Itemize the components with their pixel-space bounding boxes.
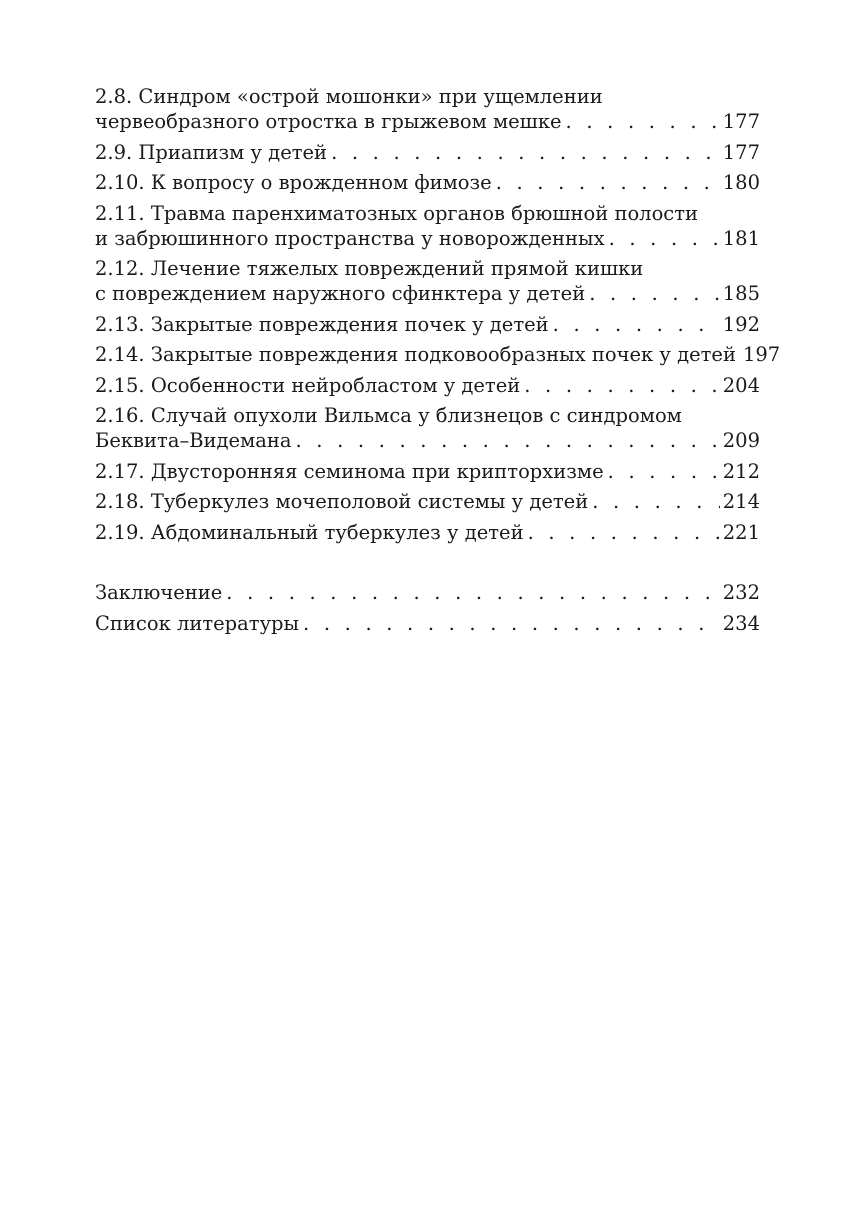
toc-entry-2-13: [95, 312, 760, 337]
page-number: 177: [722, 110, 760, 133]
toc-entry-line: [95, 226, 760, 251]
dot-leader: [553, 312, 720, 337]
toc-entry-title: и забрюшинного пространства у новорожденных: [95, 226, 605, 250]
toc-entry-2-16: [95, 403, 760, 453]
toc-entry-line: [95, 109, 760, 134]
toc-entry-title-line: 2.12. Лечение тяжелых повреждений прямой кишки: [95, 257, 644, 280]
toc-entry-title: 2.10. К вопросу о врожденном фимозе: [95, 171, 492, 194]
toc-entry-2-10: [95, 170, 760, 195]
dot-leader: [296, 428, 720, 453]
toc-entry-conclusion: [95, 580, 760, 605]
toc-entry-2-15: [95, 373, 760, 398]
toc-entry-title: 2.9. Приапизм у детей: [95, 140, 328, 164]
toc-entry-line: [95, 342, 781, 367]
page-number: 214: [722, 490, 760, 513]
dot-leader: [226, 580, 719, 605]
toc-entry-2-8: [95, 84, 760, 134]
toc-entry-line: [95, 170, 760, 195]
page-number: 192: [722, 312, 760, 336]
page-number: 197: [742, 343, 781, 366]
toc-entry-2-14: [95, 342, 781, 367]
table-of-contents: [95, 84, 781, 641]
toc-entry-title: 2.13. Закрытые повреждения почек у детей: [95, 312, 549, 336]
dot-leader: [608, 459, 720, 484]
page-number: 204: [722, 373, 760, 397]
toc-entry-2-19: [95, 520, 760, 545]
dot-leader: [331, 140, 720, 165]
page-number: 180: [722, 171, 760, 194]
dot-leader: [528, 520, 720, 545]
toc-entry-title: червеобразного отростка в грыжевом мешке: [95, 110, 562, 133]
toc-entry-line: [95, 312, 760, 337]
page-number: 221: [722, 520, 760, 544]
toc-entry-line: [95, 459, 760, 484]
dot-leader: [524, 373, 720, 398]
dot-leader: [589, 281, 720, 306]
toc-entry-line: [95, 580, 760, 605]
toc-entry-title: с повреждением наружного сфинктера у детей: [95, 282, 586, 305]
page-number: 209: [722, 429, 760, 452]
toc-entry-title: Список литературы: [95, 611, 300, 635]
dot-leader: [609, 226, 720, 251]
dot-leader: [303, 611, 720, 636]
page-number: 232: [722, 581, 760, 604]
toc-entry-title: 2.17. Двусторонняя семинома при крипторхизме: [95, 459, 604, 483]
toc-entry-line: [95, 611, 760, 636]
toc-entry-references: [95, 611, 760, 636]
toc-entry-2-9: [95, 140, 760, 165]
toc-entry-line: [95, 281, 760, 306]
toc-entry-line: [95, 489, 760, 514]
toc-entry-title-line: 2.16. Случай опухоли Вильмса у близнецов с синдромом: [95, 404, 682, 427]
toc-entry-2-12: [95, 256, 760, 306]
toc-entry-line: [95, 140, 760, 165]
dot-leader: [592, 489, 720, 514]
toc-entry-title: Заключение: [95, 581, 223, 604]
page-number: 212: [722, 459, 760, 483]
dot-leader: [566, 109, 720, 134]
page-number: 177: [722, 140, 760, 164]
toc-entry-title-line: 2.8. Синдром «острой мошонки» при ущемлении: [95, 85, 603, 108]
page-number: 181: [722, 226, 760, 250]
toc-entry-title: 2.18. Туберкулез мочеполовой системы у детей: [95, 490, 589, 513]
toc-entry-line: [95, 373, 760, 398]
toc-entry-line: [95, 520, 760, 545]
toc-entry-title: 2.19. Абдоминальный туберкулез у детей: [95, 520, 524, 544]
toc-entry-title: 2.14. Закрытые повреждения подковообразных почек у детей: [95, 343, 736, 366]
page-number: 185: [722, 282, 760, 305]
page-number: 234: [722, 611, 760, 635]
toc-entry-title: 2.15. Особенности нейробластом у детей: [95, 373, 521, 397]
toc-entry-line: [95, 428, 760, 453]
dot-leader: [496, 170, 720, 195]
toc-entry-2-17: [95, 459, 760, 484]
toc-entry-2-18: [95, 489, 760, 514]
toc-entry-title: Беквита–Видемана: [95, 429, 292, 452]
toc-entry-title-line: 2.11. Травма паренхиматозных органов брюшной полости: [95, 201, 699, 225]
section-gap: [95, 550, 760, 580]
toc-entry-2-11: [95, 201, 760, 251]
